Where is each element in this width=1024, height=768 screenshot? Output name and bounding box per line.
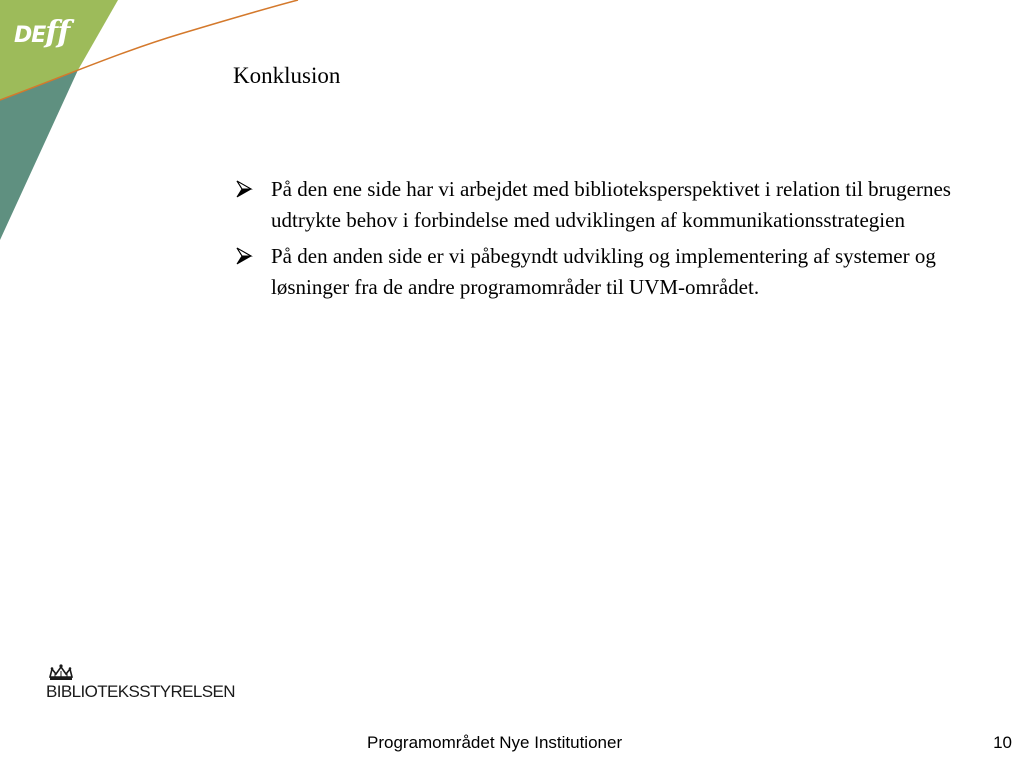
ministry-name: BIBLIOTEKSSTYRELSEN xyxy=(46,682,235,701)
bullet-list xyxy=(233,174,973,308)
crown-icon xyxy=(48,664,74,682)
deff-logo: DEff xyxy=(14,15,70,50)
page-number: 10 xyxy=(993,733,1012,752)
bullet-text: På den ene side har vi arbejdet med biblioteksperspektivet i relation til brugernes udtrykte behov i forbindelse med udviklingen af kommunikationsstrategien xyxy=(271,177,951,232)
bullet-text: På den anden side er vi påbegyndt udvikling og implementering af systemer og løsninger fra de andre programområder til UVM-området. xyxy=(271,244,936,299)
ministry-logo xyxy=(46,664,246,706)
arrow-bullet-icon xyxy=(235,247,253,265)
arrow-bullet-icon xyxy=(235,180,253,198)
slide-title: Konklusion xyxy=(233,63,341,88)
footer-text: Programområdet Nye Institutioner xyxy=(367,733,623,752)
bullet-item xyxy=(233,174,973,236)
bullet-item xyxy=(233,241,973,303)
